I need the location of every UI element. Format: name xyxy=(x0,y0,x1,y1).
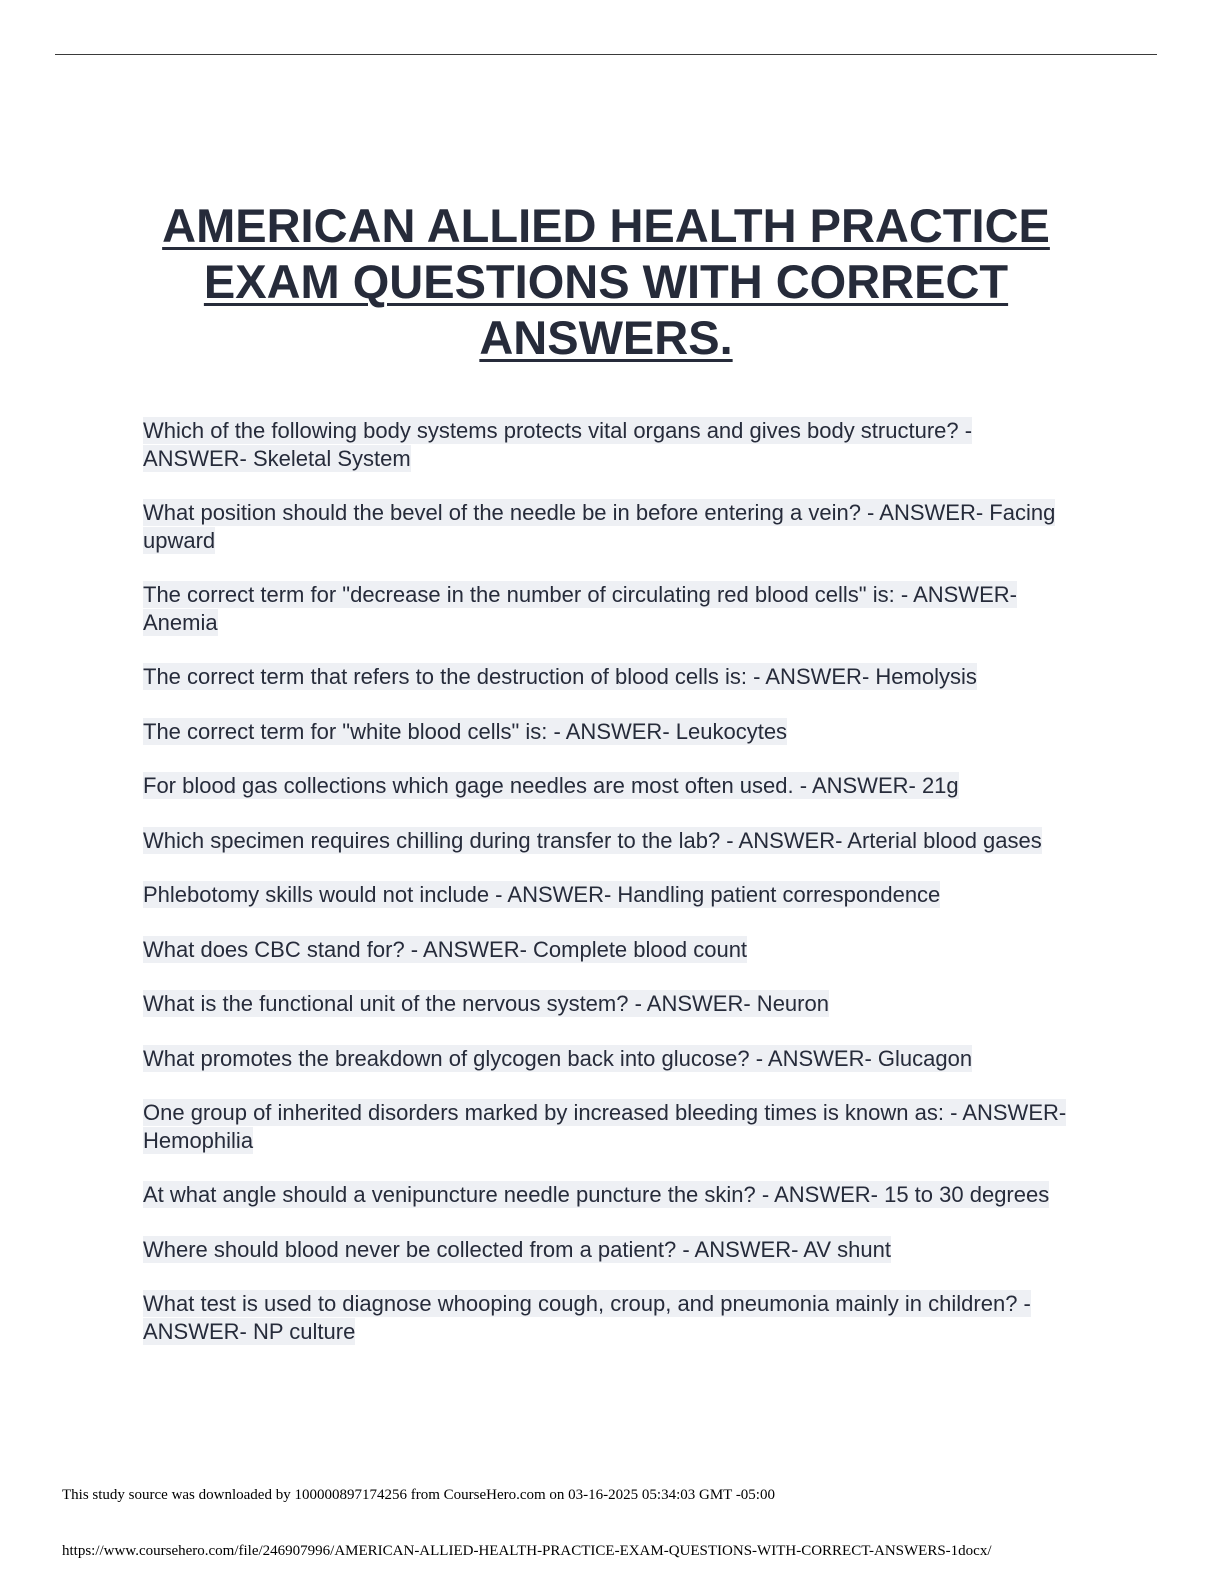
qa-item xyxy=(143,881,1073,909)
qa-item xyxy=(143,1290,1073,1345)
qa-text: The correct term for "decrease in the number of circulating red blood cells" is: - ANSWER- Anemia xyxy=(143,582,1017,635)
download-source-note: This study source was downloaded by 100000897174256 from CourseHero.com on 03-16-2025 05:34:03 GMT -05:00 xyxy=(62,1487,775,1503)
qa-text: One group of inherited disorders marked by increased bleeding times is known as: - ANSWER- Hemophilia xyxy=(143,1100,1067,1153)
qa-item xyxy=(143,718,1073,746)
qa-item xyxy=(143,827,1073,855)
qa-item xyxy=(143,990,1073,1018)
qa-text: Phlebotomy skills would not include - ANSWER- Handling patient correspondence xyxy=(143,882,941,907)
qa-item xyxy=(143,1236,1073,1264)
qa-item xyxy=(143,772,1073,800)
qa-text: Which specimen requires chilling during transfer to the lab? - ANSWER- Arterial blood gases xyxy=(143,827,1042,853)
qa-text: The correct term that refers to the destruction of blood cells is: - ANSWER- Hemolysis xyxy=(143,664,977,689)
qa-item xyxy=(143,417,1073,472)
document-title: AMERICAN ALLIED HEALTH PRACTICE EXAM QUESTIONS WITH CORRECT ANSWERS. xyxy=(162,199,1050,364)
qa-text: What position should the bevel of the needle be in before entering a vein? - ANSWER- Facing upward xyxy=(143,500,1056,553)
qa-text: What does CBC stand for? - ANSWER- Complete blood count xyxy=(143,936,748,962)
qa-item xyxy=(143,581,1073,636)
qa-text: What test is used to diagnose whooping cough, croup, and pneumonia mainly in children? - ANSWER- NP culture xyxy=(143,1291,1031,1344)
source-url: https://www.coursehero.com/file/246907996/AMERICAN-ALLIED-HEALTH-PRACTICE-EXAM-QUESTIONS-WITH-CORRECT-ANSWERS-1docx/ xyxy=(62,1543,992,1559)
qa-item xyxy=(143,1099,1073,1154)
qa-text: Where should blood never be collected from a patient? - ANSWER- AV shunt xyxy=(143,1236,891,1262)
qa-item xyxy=(143,499,1073,554)
qa-item xyxy=(143,1181,1073,1209)
qa-text: What is the functional unit of the nervous system? - ANSWER- Neuron xyxy=(143,991,829,1016)
qa-item xyxy=(143,936,1073,964)
qa-list xyxy=(143,417,1073,1372)
qa-text: Which of the following body systems protects vital organs and gives body structure? - ANSWER- Skeletal System xyxy=(143,418,973,471)
qa-text: What promotes the breakdown of glycogen back into glucose? - ANSWER- Glucagon xyxy=(143,1045,973,1071)
qa-text: For blood gas collections which gage needles are most often used. - ANSWER- 21g xyxy=(143,773,959,798)
qa-item xyxy=(143,1045,1073,1073)
qa-text: At what angle should a venipuncture needle puncture the skin? - ANSWER- 15 to 30 degrees xyxy=(143,1182,1050,1207)
qa-item xyxy=(143,663,1073,691)
header-rule xyxy=(55,54,1157,55)
qa-text: The correct term for "white blood cells" is: - ANSWER- Leukocytes xyxy=(143,718,788,744)
